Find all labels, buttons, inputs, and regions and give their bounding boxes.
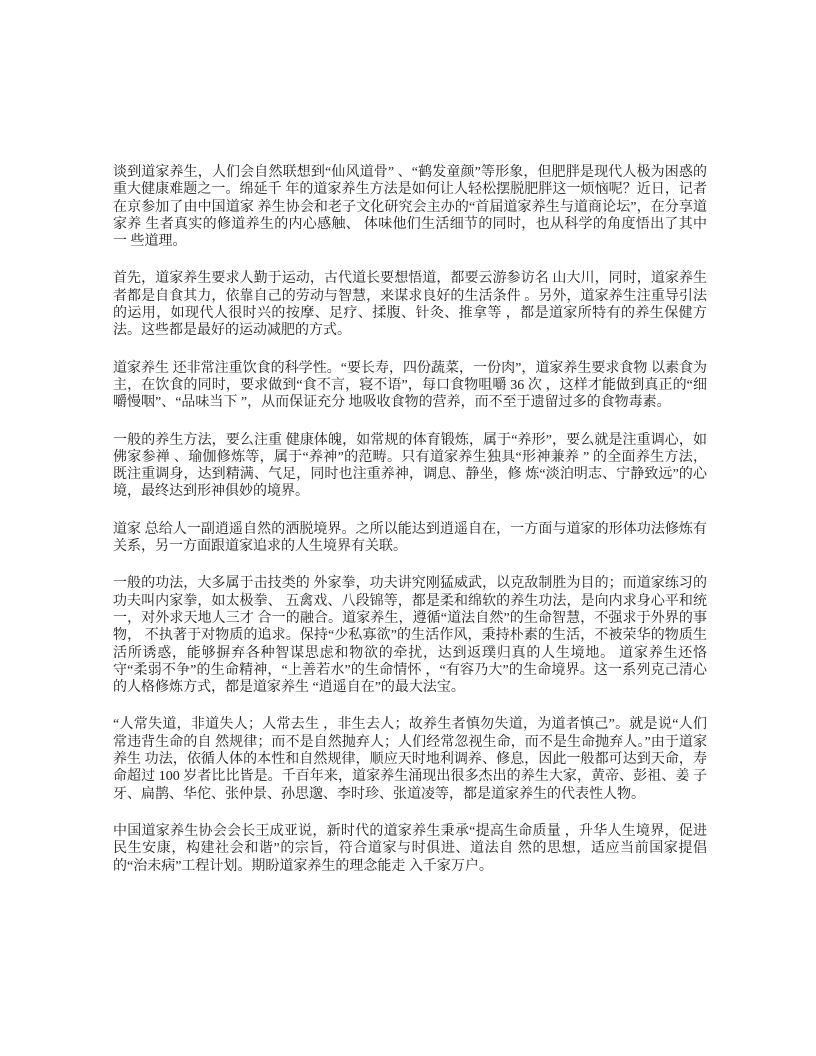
paragraph-8: 中国道家养生协会会长王成亚说，新时代的道家养生秉承“提高生命质量 ，升华人生境界，促进民生安康，构建社会和谐”的宗旨，符合道家与时俱进、道法自 然的思想，适应当前国家提倡的“治未病”工程计划。期盼道家养生的理念能走 入千家万户。 — [113, 823, 707, 874]
paragraph-3: 道家养生 还非常注重饮食的科学性。“要长寿，四份蔬菜，一份肉”，道家养生要求食物 以素食为主，在饮食的同时，要求做到“食不言，寝不语”，每口食物咀嚼 36 次 ，这样才能做到真正的“细嚼慢咽”、“品味当下 ”，从而保证充分 地吸收食物的营养，而不至于遗留过多的食物毒素。 — [113, 360, 707, 411]
paragraph-1: 谈到道家养生，人们会自然联想到“仙风道骨” 、“鹤发童颜”等形象，但肥胖是现代人极为困惑的重大健康难题之一。绵延千 年的道家养生方法是如何让人轻松摆脱肥胖这一烦恼呢？近日，记者在京参加了由中国道家 养生协会和老子文化研究会主办的“首届道家养生与道商论坛”，在分享道家养 生者真实的修道养生的内心感触、 体味他们生活细节的同时，也从科学的角度悟出了其中一 些道理。 — [113, 165, 707, 250]
paragraph-6: 一般的功法，大多属于击技类的 外家拳，功夫讲究刚猛威武，以克敌制胜为目的；而道家练习的功夫叫内家拳，如太极拳、 五禽戏、八段锦等，都是柔和绵软的养生功法，是向内求身心平和统一，对外求天地人三才 合一的融合。道家养生，遵循“道法自然”的生命智慧，不强求于外界的事物， 不执著于对物质的追求。保持“少私寡欲”的生活作风，秉持朴素的生活，不被荣华的物质生活所诱惑，能够摒弃各种智谋思虑和物欲的牵扰，达到返璞归真的人生境地。 道家养生还恪守“柔弱不争”的生命精神，“上善若水”的生命情怀 ，“有容乃大”的生命境界。这一系列克己清心的人格修炼方式，都是道家养生 “逍遥自在”的最大法宝。 — [113, 576, 707, 696]
document-body — [113, 164, 707, 895]
paragraph-7: “人常失道，非道失人；人常去生 ，非生去人；故养生者慎勿失道，为道者慎己”。就是说“人们常违背生命的自 然规律；而不是自然抛弃人；人们经常忽视生命，而不是生命抛弃人。”由于道家养生 功法，依循人体的本性和自然规律，顺应天时地利调养、修息，因此一般都可达到天命，寿 命超过 100 岁者比比皆是。千百年来，道家养生涌现出很多杰出的养生大家，黄帝、彭祖、姜 子牙、扁鹊、华佗、张仲景、孙思邈、李时珍、张道凌等，都是道家养生的代表性人物。 — [113, 717, 707, 802]
paragraph-5: 道家 总给人一副逍遥自然的洒脱境界。之所以能达到逍遥自在，一方面与道家的形体功法修炼有 关系，另一方面跟道家追求的人生境界有关联。 — [113, 521, 707, 555]
paragraph-2: 首先，道家养生要求人勤于运动，古代道长要想悟道，都要云游参访名 山大川，同时，道家养生者都是自食其力，依靠自己的劳动与智慧，来谋求良好的生活条件 。另外，道家养生注重导引法的运用，如现代人很时兴的按摩、足疗、揉腹、针灸、推拿等 ，都是道家所特有的养生保健方法。这些都是最好的运动减肥的方式。 — [113, 271, 707, 339]
paragraph-4: 一般的养生方法，要么注重 健康体魄，如常规的体育锻炼，属于“养形”，要么就是注重调心，如佛家参禅 、瑜伽修炼等，属于“养神”的范畴。只有道家养生独具“形神兼养 ” 的全面养生方法，既注重调身，达到精满、气足，同时也注重养神，调息、静坐，修 炼“淡泊明志、宁静致远”的心境，最终达到形神俱妙的境界。 — [113, 432, 707, 500]
